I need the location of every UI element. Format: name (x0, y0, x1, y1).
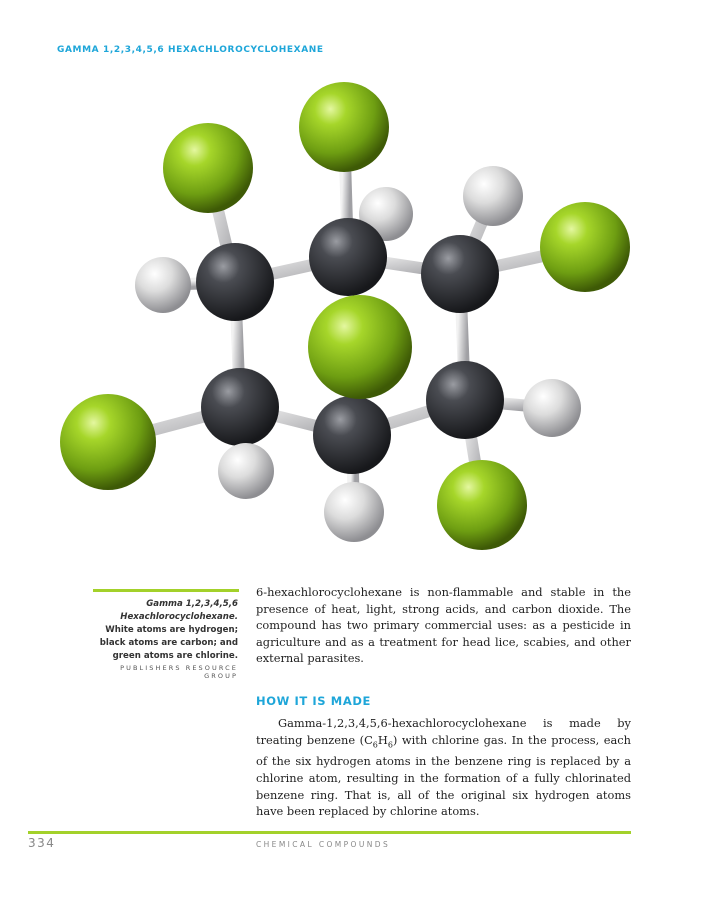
hydrogen-atom (463, 166, 523, 226)
chlorine-atom (60, 394, 156, 490)
carbon-atom (196, 243, 274, 321)
carbon-atom (309, 218, 387, 296)
running-head: GAMMA 1,2,3,4,5,6 HEXACHLOROCYCLOHEXANE (57, 45, 324, 55)
figure-caption (80, 598, 238, 663)
carbon-atom (421, 235, 499, 313)
para2-text-a: Gamma-1,2,3,4,5,6-hexachlorocyclohexane is made by treating benzene (C (256, 716, 631, 747)
body-paragraph-2 (256, 715, 631, 820)
carbon-atom (426, 361, 504, 439)
subscript: 6 (387, 739, 393, 749)
carbon-atom (313, 396, 391, 474)
subscript: 6 (372, 739, 378, 749)
caption-title: Gamma 1,2,3,4,5,6 Hexachlorocyclohexane. (120, 599, 238, 622)
caption-body: White atoms are hydrogen; black atoms are carbon; and green atoms are chlorine. (99, 625, 238, 661)
molecule-illustration (40, 75, 660, 555)
atoms (60, 82, 630, 550)
chlorine-atom (299, 82, 389, 172)
section-heading: HOW IT IS MADE (256, 694, 371, 708)
chlorine-atom (540, 202, 630, 292)
chlorine-atom (437, 460, 527, 550)
chlorine-atom (308, 295, 412, 399)
hydrogen-atom (324, 482, 384, 542)
footer-book-title: CHEMICAL COMPOUNDS (256, 840, 391, 849)
body-paragraph-1: 6-hexachlorocyclohexane is non-flammable and stable in the presence of heat, light, strong acids, and carbon dioxide. The compound has two primary commercial uses: as a pesticide in agriculture and as a treatment for head lice, scabies, and other external parasites. (256, 585, 631, 666)
footer-rule (28, 831, 631, 834)
page-number: 334 (28, 836, 56, 850)
carbon-atom (201, 368, 279, 446)
para2-text-c: ) with chlorine gas. In the process, each of the six hydrogen atoms in the benzene ring is replaced by a chlorine atom, resulting in the formation of a fully chlorinated benzene ring. That is, all of the original six hydrogen atoms have been replaced by chlorine atoms. (256, 732, 631, 819)
caption-rule (93, 589, 239, 592)
chlorine-atom (163, 123, 253, 213)
photo-credit: PUBLISHERS RESOURCE GROUP (120, 664, 238, 680)
para2-text-b: H (377, 732, 388, 747)
hydrogen-atom (135, 257, 191, 313)
hydrogen-atom (218, 443, 274, 499)
hydrogen-atom (523, 379, 581, 437)
